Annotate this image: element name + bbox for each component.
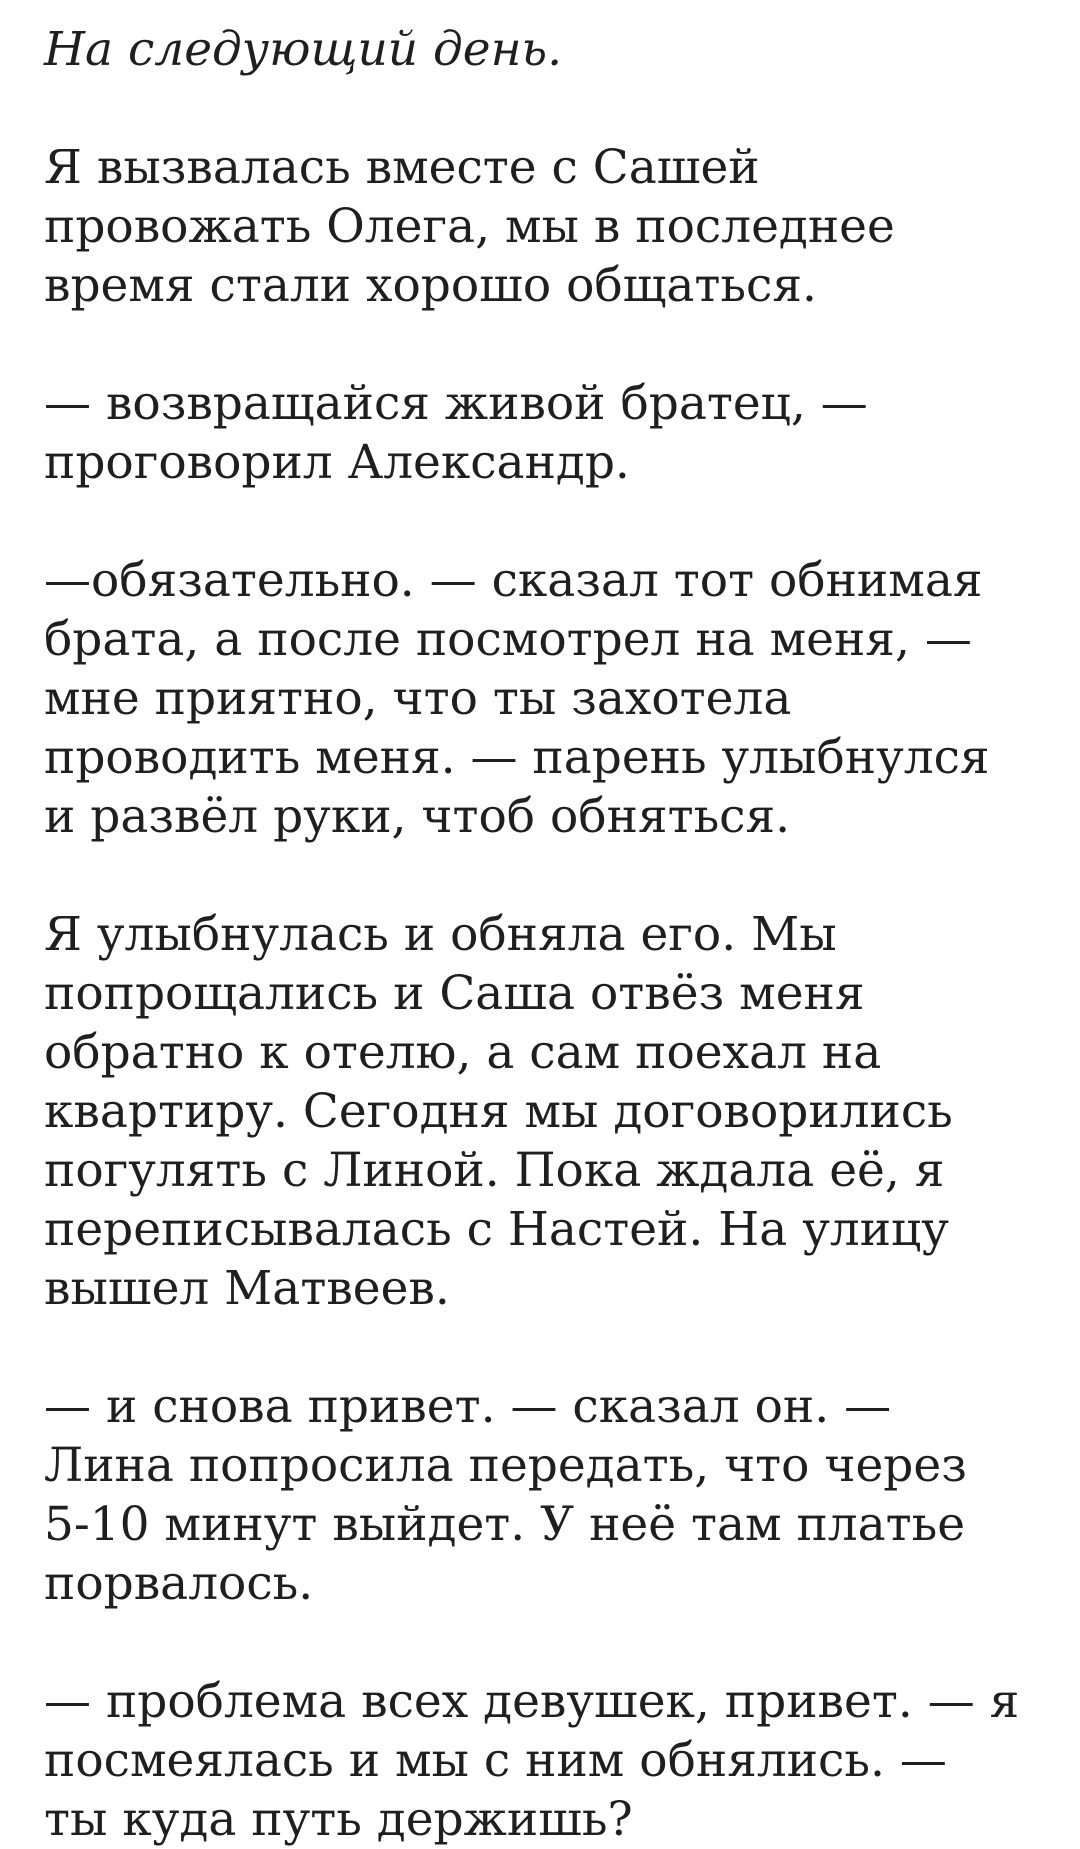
paragraph: Я вызвалась вместе с Сашей провожать Олега, мы в последнее время стали хорошо общаться. <box>44 140 895 313</box>
paragraph: — возвращайся живой братец, — проговорил Александр. <box>44 376 868 490</box>
paragraph: —обязательно. — сказал тот обнимая брата, а после посмотрел на меня, — мне приятно, что ты захотела проводить меня. — парень улыбнулся и развёл руки, чтоб обняться. <box>44 553 990 844</box>
paragraph: — проблема всех девушек, привет. — я посмеялась и мы с ним обнялись. — ты куда путь держишь? <box>44 1674 1020 1847</box>
paragraph: Я улыбнулась и обняла его. Мы попрощались и Саша отвёз меня обратно к отелю, а сам поехал на квартиру. Сегодня мы договорились погулять с Линой. Пока ждала её, я переписывалась с Настей. На улицу вышел Матвеев. <box>44 907 953 1316</box>
paragraph: — и снова привет. — сказал он. — Лина попросила передать, что через 5-10 минут выйдет. У неё там платье порвалось. <box>44 1379 967 1611</box>
reader-text <box>44 20 1054 1849</box>
scene-heading: На следующий день. <box>44 22 563 77</box>
